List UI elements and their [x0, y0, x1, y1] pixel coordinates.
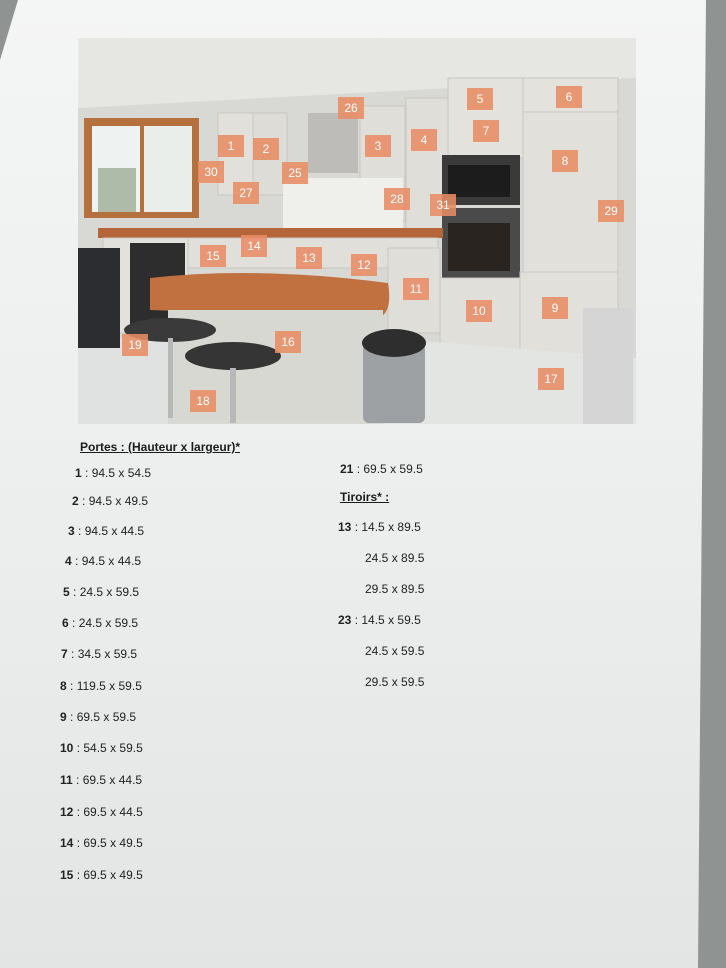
- photo-label: 12: [351, 254, 377, 276]
- drawer-dimensions: 29.5 x 59.5: [365, 675, 425, 689]
- door-dimensions: 94.5 x 44.5: [81, 554, 142, 568]
- door-number: 5: [63, 585, 70, 599]
- photo-label: 29: [598, 200, 624, 222]
- drawer-dimensions: 24.5 x 59.5: [365, 644, 425, 658]
- door-row: [62, 616, 138, 630]
- door-dimensions: 69.5 x 49.5: [83, 836, 143, 850]
- separator: :: [351, 520, 362, 534]
- drawer-dimensions: 29.5 x 89.5: [365, 582, 425, 596]
- doors-heading: Portes : (Hauteur x largeur)*: [80, 440, 241, 454]
- photo-label: 30: [198, 161, 224, 183]
- drawer-number: 23: [338, 613, 352, 627]
- photo-label: 28: [384, 188, 410, 210]
- photo-label: 1: [218, 135, 244, 157]
- drawer-row: [365, 551, 424, 565]
- separator: :: [69, 585, 80, 599]
- separator: :: [66, 710, 77, 724]
- photo-label: 26: [338, 97, 364, 119]
- drawer-row: [365, 675, 424, 689]
- photo-label: 7: [473, 120, 499, 142]
- door-row: [68, 524, 144, 538]
- photo-label: 9: [542, 297, 568, 319]
- door-dimensions: 54.5 x 59.5: [83, 741, 143, 755]
- photo-label: 2: [253, 138, 279, 160]
- separator: :: [71, 554, 82, 568]
- photo-label: 6: [556, 86, 582, 108]
- door-number: 7: [61, 647, 68, 661]
- separator: :: [73, 868, 84, 882]
- door-row: [65, 554, 141, 568]
- door-row: [72, 494, 148, 508]
- door-row: [60, 773, 142, 787]
- separator: :: [72, 773, 83, 787]
- door-number: 11: [60, 773, 73, 787]
- door-number: 15: [60, 868, 74, 882]
- photo-label: 15: [200, 245, 226, 267]
- door-number: 6: [62, 616, 69, 630]
- door-number: 2: [72, 494, 79, 508]
- drawer-row: [365, 644, 424, 658]
- door-row: [60, 679, 142, 693]
- photo-label: 14: [241, 235, 267, 257]
- drawer-dimensions: 14.5 x 59.5: [361, 613, 421, 627]
- door-dimensions: 94.5 x 49.5: [88, 494, 149, 508]
- door-number: 12: [60, 805, 74, 819]
- photo-label: 25: [282, 162, 308, 184]
- photo-label: 5: [467, 88, 493, 110]
- door-dimensions: 119.5 x 59.5: [76, 679, 142, 693]
- drawer-row: [338, 613, 421, 627]
- door-dimensions: 34.5 x 59.5: [77, 647, 138, 661]
- door-dimensions: 69.5 x 44.5: [83, 805, 143, 819]
- drawer-row: [338, 520, 421, 534]
- door-row: [60, 741, 143, 755]
- door-number: 9: [60, 710, 67, 724]
- kitchen-photo: [78, 38, 636, 424]
- photo-label: 4: [411, 129, 437, 151]
- photo-label: 17: [538, 368, 564, 390]
- door-row: [60, 836, 143, 850]
- separator: :: [67, 647, 78, 661]
- photo-label: 8: [552, 150, 578, 172]
- separator: :: [78, 494, 89, 508]
- photo-label: 3: [365, 135, 391, 157]
- door-dimensions: 94.5 x 44.5: [84, 524, 145, 538]
- door-dimensions: 69.5 x 59.5: [76, 710, 137, 724]
- door-number: 21: [340, 462, 354, 476]
- photo-label: 19: [122, 334, 148, 356]
- separator: :: [74, 524, 85, 538]
- separator: :: [353, 462, 364, 476]
- door-number: 4: [65, 554, 72, 568]
- door-dimensions: 69.5 x 44.5: [82, 773, 143, 787]
- door-row: [60, 805, 143, 819]
- door-row: [61, 647, 137, 661]
- door-number: 8: [60, 679, 67, 693]
- photo-label: 13: [296, 247, 322, 269]
- door-dimensions: 94.5 x 54.5: [91, 466, 152, 480]
- door-row: [60, 710, 136, 724]
- drawer-dimensions: 14.5 x 89.5: [361, 520, 421, 534]
- door-number: 14: [60, 836, 74, 850]
- separator: :: [81, 466, 92, 480]
- photo-label: 16: [275, 331, 301, 353]
- separator: :: [351, 613, 362, 627]
- drawer-number: 13: [338, 520, 352, 534]
- photo-label: 11: [403, 278, 429, 300]
- drawer-row: [365, 582, 424, 596]
- separator: :: [73, 805, 84, 819]
- drawer-dimensions: 24.5 x 89.5: [365, 551, 425, 565]
- door-row: [60, 868, 143, 882]
- door-row: [75, 466, 151, 480]
- door-dimensions: 69.5 x 49.5: [83, 868, 143, 882]
- door-dimensions: 24.5 x 59.5: [79, 585, 140, 599]
- kitchen-illustration: [78, 38, 636, 424]
- photo-label: 10: [466, 300, 492, 322]
- photo-label: 27: [233, 182, 259, 204]
- door-number: 10: [60, 741, 74, 755]
- drawers-heading: Tiroirs* :: [340, 490, 390, 504]
- door-row: [340, 462, 423, 476]
- door-dimensions: 24.5 x 59.5: [78, 616, 139, 630]
- door-row: [63, 585, 139, 599]
- door-number: 3: [68, 524, 75, 538]
- door-number: 1: [75, 466, 82, 480]
- door-dimensions: 69.5 x 59.5: [363, 462, 423, 476]
- separator: :: [73, 836, 84, 850]
- separator: :: [73, 741, 84, 755]
- photo-label: 31: [430, 194, 456, 216]
- separator: :: [66, 679, 77, 693]
- separator: :: [68, 616, 79, 630]
- photo-label: 18: [190, 390, 216, 412]
